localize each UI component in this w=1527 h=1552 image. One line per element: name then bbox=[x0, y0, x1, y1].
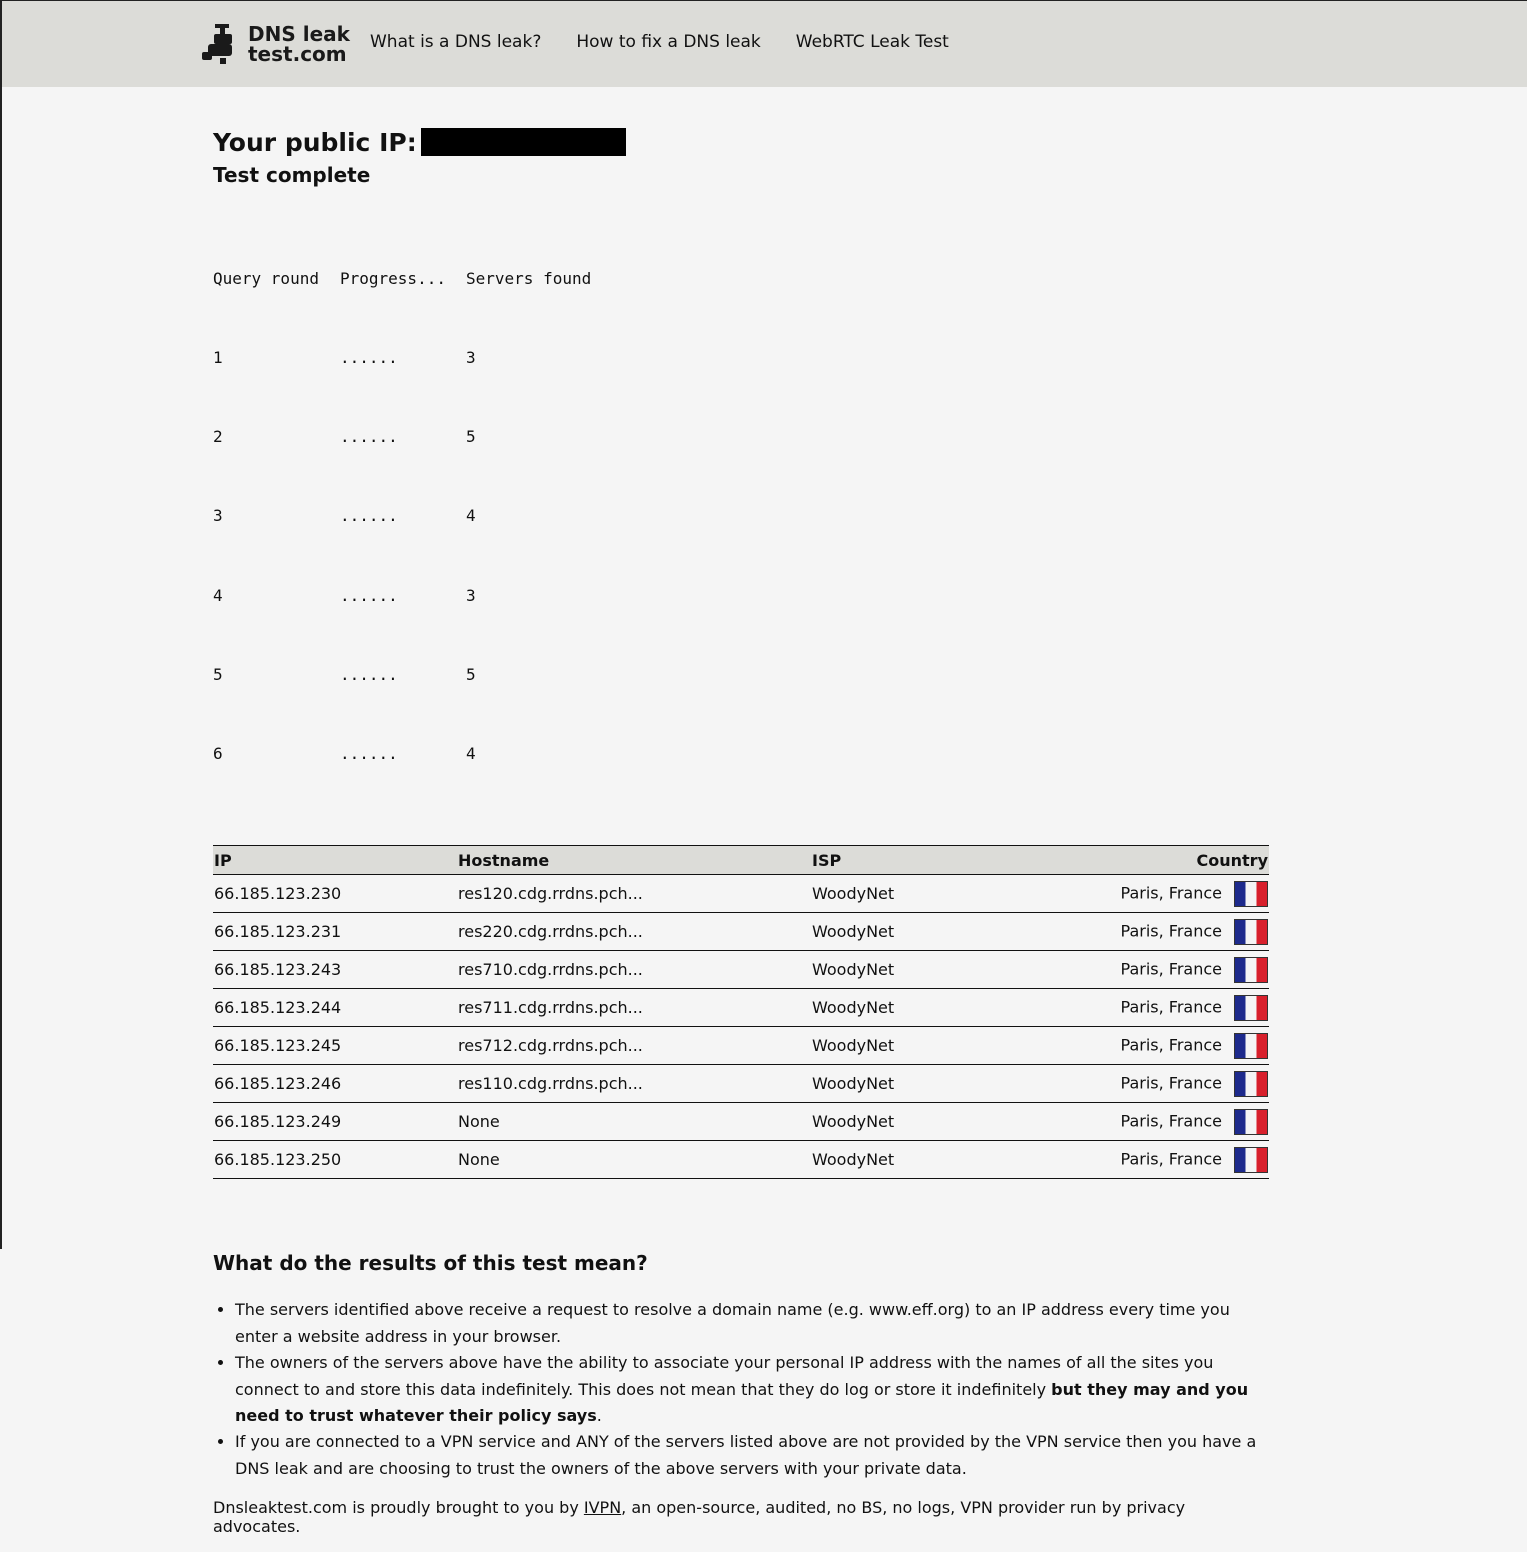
progress-row bbox=[213, 345, 1269, 371]
progress-row bbox=[213, 662, 1269, 688]
cell-hostname: res220.cdg.rrdns.pch... bbox=[457, 913, 811, 951]
cell-isp: WoodyNet bbox=[811, 1103, 1043, 1141]
progress-round: 6 bbox=[213, 744, 223, 764]
sponsor-note bbox=[213, 1498, 1269, 1536]
nav-webrtc-leak-test[interactable]: WebRTC Leak Test bbox=[795, 32, 949, 52]
cell-hostname: res712.cdg.rrdns.pch... bbox=[457, 1027, 811, 1065]
top-navigation-bar bbox=[2, 1, 1527, 87]
list-item bbox=[235, 1297, 1269, 1350]
progress-row bbox=[213, 424, 1269, 450]
table-row bbox=[213, 875, 1269, 913]
results-meaning-heading: What do the results of this test mean? bbox=[213, 1251, 648, 1276]
cell-isp: WoodyNet bbox=[811, 989, 1043, 1027]
redacted-ip-value bbox=[421, 128, 626, 156]
progress-dots: ...... bbox=[340, 744, 398, 764]
progress-dots: ...... bbox=[340, 585, 398, 605]
sponsor-note-pre: Dnsleaktest.com is proudly brought to you by bbox=[213, 1498, 584, 1518]
public-ip-line bbox=[213, 125, 1269, 159]
cell-country bbox=[1043, 1141, 1269, 1179]
france-flag-icon bbox=[1234, 919, 1268, 945]
progress-row bbox=[213, 741, 1269, 767]
progress-round: 1 bbox=[213, 348, 223, 368]
ivpn-link[interactable]: IVPN bbox=[583, 1498, 622, 1518]
cell-hostname: res110.cdg.rrdns.pch... bbox=[457, 1065, 811, 1103]
country-text: Paris, France bbox=[1120, 1111, 1222, 1131]
progress-header-row bbox=[213, 266, 1269, 292]
faucet-icon bbox=[200, 22, 244, 66]
cell-hostname: res710.cdg.rrdns.pch... bbox=[457, 951, 811, 989]
cell-country bbox=[1043, 875, 1269, 913]
explain-item-3: If you are connected to a VPN service and ANY of the servers listed above are not provided by the VPN service then you have a DNS leak and are choosing to trust the owners of the above servers with your private data. bbox=[235, 1432, 1257, 1478]
progress-header-found: Servers found bbox=[466, 268, 592, 288]
progress-found: 4 bbox=[466, 744, 476, 764]
table-row bbox=[213, 1103, 1269, 1141]
france-flag-icon bbox=[1234, 1071, 1268, 1097]
progress-round: 5 bbox=[213, 664, 223, 684]
progress-header-progress: Progress... bbox=[340, 268, 446, 288]
country-text: Paris, France bbox=[1120, 921, 1222, 941]
country-text: Paris, France bbox=[1120, 959, 1222, 979]
progress-round: 3 bbox=[213, 506, 223, 526]
progress-dots: ...... bbox=[340, 506, 398, 526]
cell-ip: 66.185.123.243 bbox=[213, 951, 457, 989]
table-header-row bbox=[213, 846, 1269, 875]
main-nav bbox=[370, 32, 984, 52]
cell-ip: 66.185.123.249 bbox=[213, 1103, 457, 1141]
cell-isp: WoodyNet bbox=[811, 875, 1043, 913]
explain-item-2-emphasis: but they may and you need to trust whatever their policy says bbox=[235, 1379, 1249, 1425]
progress-row bbox=[213, 583, 1269, 609]
explain-item-2-end: . bbox=[596, 1405, 602, 1425]
cell-isp: WoodyNet bbox=[811, 913, 1043, 951]
progress-row bbox=[213, 503, 1269, 529]
cell-hostname: res711.cdg.rrdns.pch... bbox=[457, 989, 811, 1027]
cell-hostname: None bbox=[457, 1103, 811, 1141]
cell-ip: 66.185.123.230 bbox=[213, 875, 457, 913]
france-flag-icon bbox=[1234, 995, 1268, 1021]
table-row bbox=[213, 913, 1269, 951]
france-flag-icon bbox=[1234, 1033, 1268, 1059]
table-row bbox=[213, 989, 1269, 1027]
progress-header-round: Query round bbox=[213, 268, 319, 288]
column-header-hostname: Hostname bbox=[457, 846, 811, 875]
column-header-country: Country bbox=[1043, 846, 1269, 875]
progress-round: 4 bbox=[213, 585, 223, 605]
explain-item-2: The owners of the servers above have the ability to associate your personal IP address with the names of all the sites you connect to and store this data indefinitely. This does not mean that they do log or store it indefinitely bbox=[235, 1353, 1214, 1399]
dns-servers-table bbox=[213, 845, 1269, 1179]
progress-found: 4 bbox=[466, 506, 476, 526]
cell-isp: WoodyNet bbox=[811, 1027, 1043, 1065]
cell-isp: WoodyNet bbox=[811, 1065, 1043, 1103]
country-text: Paris, France bbox=[1120, 1149, 1222, 1169]
cell-ip: 66.185.123.246 bbox=[213, 1065, 457, 1103]
results-meaning-list bbox=[213, 1297, 1269, 1482]
main-content bbox=[213, 125, 1269, 1552]
cell-ip: 66.185.123.250 bbox=[213, 1141, 457, 1179]
logo-line-2: test.com bbox=[248, 42, 347, 66]
country-text: Paris, France bbox=[1120, 1035, 1222, 1055]
list-item bbox=[235, 1429, 1269, 1482]
nav-how-to-fix-dns-leak[interactable]: How to fix a DNS leak bbox=[576, 32, 761, 52]
logo-line-1: DNS leak bbox=[248, 22, 350, 46]
test-status: Test complete bbox=[213, 163, 371, 187]
cell-ip: 66.185.123.245 bbox=[213, 1027, 457, 1065]
progress-dots: ...... bbox=[340, 427, 398, 447]
cell-isp: WoodyNet bbox=[811, 1141, 1043, 1179]
cell-ip: 66.185.123.244 bbox=[213, 989, 457, 1027]
table-row bbox=[213, 951, 1269, 989]
progress-found: 5 bbox=[466, 427, 476, 447]
sponsor-note-post: , an open-source, audited, no BS, no logs, VPN provider run by privacy advocates. bbox=[213, 1498, 1186, 1537]
progress-found: 3 bbox=[466, 585, 476, 605]
cell-country bbox=[1043, 1027, 1269, 1065]
progress-dots: ...... bbox=[340, 348, 398, 368]
table-row bbox=[213, 1141, 1269, 1179]
explain-item-1: The servers identified above receive a request to resolve a domain name (e.g. www.eff.org) to an IP address every time you enter a website address in your browser. bbox=[235, 1300, 1230, 1346]
cell-isp: WoodyNet bbox=[811, 951, 1043, 989]
cell-country bbox=[1043, 913, 1269, 951]
cell-hostname: None bbox=[457, 1141, 811, 1179]
nav-what-is-dns-leak[interactable]: What is a DNS leak? bbox=[370, 32, 542, 52]
country-text: Paris, France bbox=[1120, 1073, 1222, 1093]
country-text: Paris, France bbox=[1120, 883, 1222, 903]
table-row bbox=[213, 1065, 1269, 1103]
cell-country bbox=[1043, 951, 1269, 989]
progress-dots: ...... bbox=[340, 664, 398, 684]
column-header-ip: IP bbox=[213, 846, 457, 875]
table-row bbox=[213, 1027, 1269, 1065]
query-progress-log bbox=[213, 213, 1269, 820]
cell-country bbox=[1043, 1065, 1269, 1103]
progress-found: 5 bbox=[466, 664, 476, 684]
public-ip-label: Your public IP: bbox=[213, 127, 417, 157]
column-header-isp: ISP bbox=[811, 846, 1043, 875]
france-flag-icon bbox=[1234, 881, 1268, 907]
progress-round: 2 bbox=[213, 427, 223, 447]
cell-ip: 66.185.123.231 bbox=[213, 913, 457, 951]
country-text: Paris, France bbox=[1120, 997, 1222, 1017]
progress-found: 3 bbox=[466, 348, 476, 368]
site-logo[interactable] bbox=[200, 21, 350, 67]
cell-hostname: res120.cdg.rrdns.pch... bbox=[457, 875, 811, 913]
cell-country bbox=[1043, 1103, 1269, 1141]
list-item bbox=[235, 1350, 1269, 1429]
cell-country bbox=[1043, 989, 1269, 1027]
france-flag-icon bbox=[1234, 957, 1268, 983]
france-flag-icon bbox=[1234, 1147, 1268, 1173]
france-flag-icon bbox=[1234, 1109, 1268, 1135]
